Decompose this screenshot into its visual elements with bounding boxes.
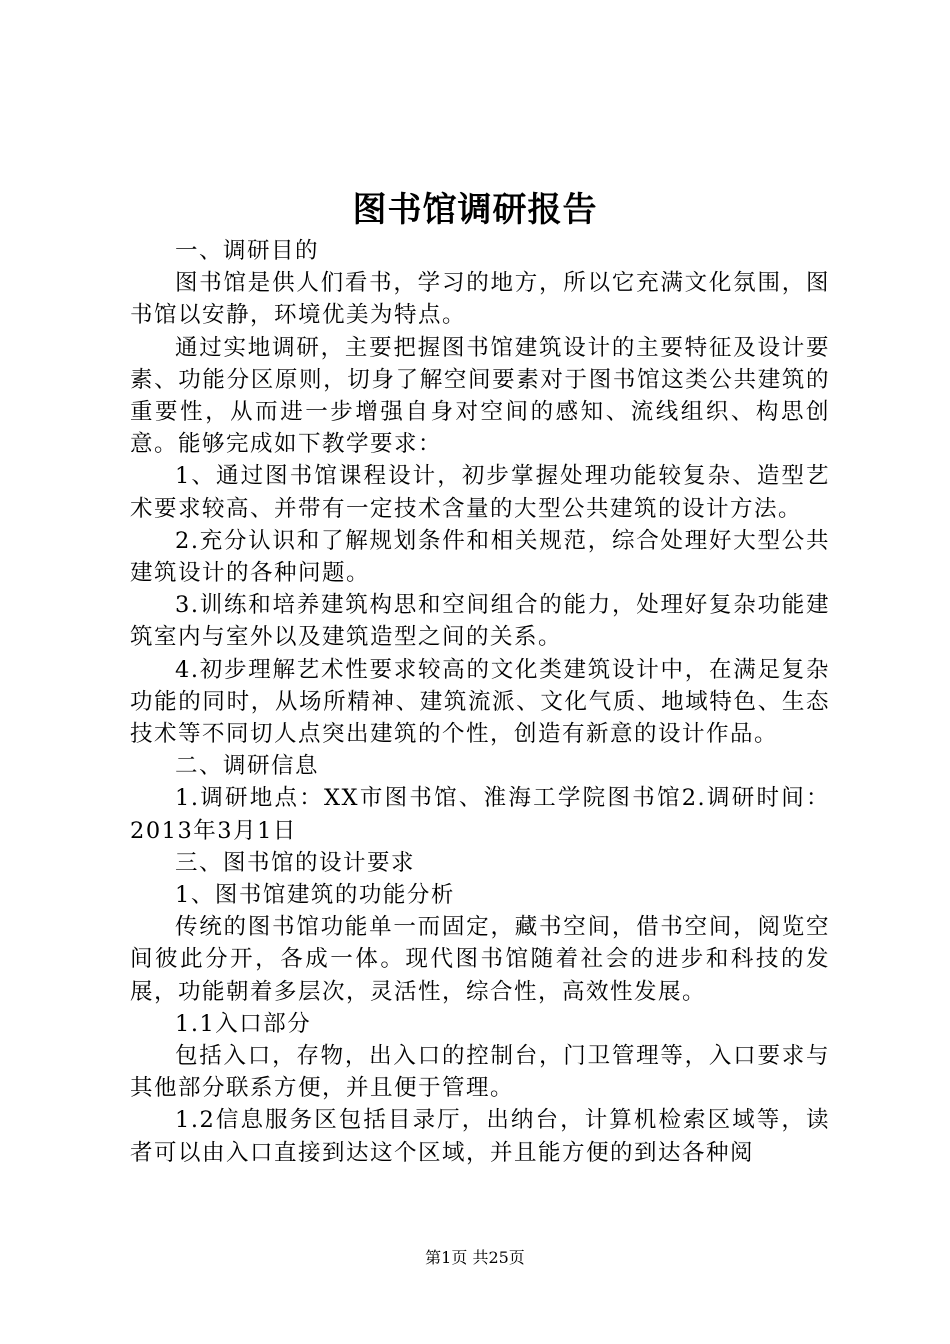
subsection-heading: 1.1入口部分 <box>175 1010 312 1037</box>
section-heading: 一、调研目的 <box>175 238 320 264</box>
subsection-heading: 1、图书馆建筑的功能分析 <box>175 882 455 909</box>
paragraph: 传统的图书馆功能单一而固定，藏书空间，借书空间，阅览空间彼此分开，各成一体。现代图书馆随着社会的进步和科技的发展，功能朝着多层次，灵活性，综合性，高效性发展。 <box>130 914 830 1005</box>
page-footer: 第1页 共25页 <box>425 1248 525 1267</box>
paragraph: 图书馆是供人们看书，学习的地方，所以它充满文化氛围，图书馆以安静，环境优美为特点。 <box>130 270 830 329</box>
paragraph: 通过实地调研，主要把握图书馆建筑设计的主要特征及设计要素、功能分区原则，切身了解空间要素对于图书馆这类公共建筑的重要性，从而进一步增强自身对空间的感知、流线组织、构思创意。能够完成如下教学要求： <box>130 334 830 458</box>
paragraph: 包括入口，存物，出入口的控制台，门卫管理等，入口要求与其他部分联系方便，并且便于管理。 <box>130 1043 830 1102</box>
paragraph: 1.调研地点：XX市图书馆、淮海工学院图书馆2.调研时间：2013年3月1日 <box>130 785 830 844</box>
paragraph: 4.初步理解艺术性要求较高的文化类建筑设计中，在满足复杂功能的同时，从场所精神、建筑流派、文化气质、地域特色、生态技术等不同切人点突出建筑的个性，创造有新意的设计作品。 <box>130 656 830 748</box>
section-heading: 二、调研信息 <box>175 753 320 780</box>
paragraph: 1、通过图书馆课程设计，初步掌握处理功能较复杂、造型艺术要求较高、并带有一定技术含量的大型公共建筑的设计方法。 <box>130 463 830 522</box>
paragraph: 1.2信息服务区包括目录厅，出纳台，计算机检索区域等，读者可以由入口直接到达这个区域，并且能方便的到达各种阅 <box>130 1107 830 1166</box>
paragraph: 3.训练和培养建筑构思和空间组合的能力，处理好复杂功能建筑室内与室外以及建筑造型之间的关系。 <box>130 592 830 651</box>
document-title: 图书馆调研报告 <box>352 190 598 230</box>
document-body <box>130 235 830 1169</box>
section-heading: 三、图书馆的设计要求 <box>175 849 416 876</box>
paragraph: 2.充分认识和了解规划条件和相关规范，综合处理好大型公共建筑设计的各种问题。 <box>130 527 830 587</box>
